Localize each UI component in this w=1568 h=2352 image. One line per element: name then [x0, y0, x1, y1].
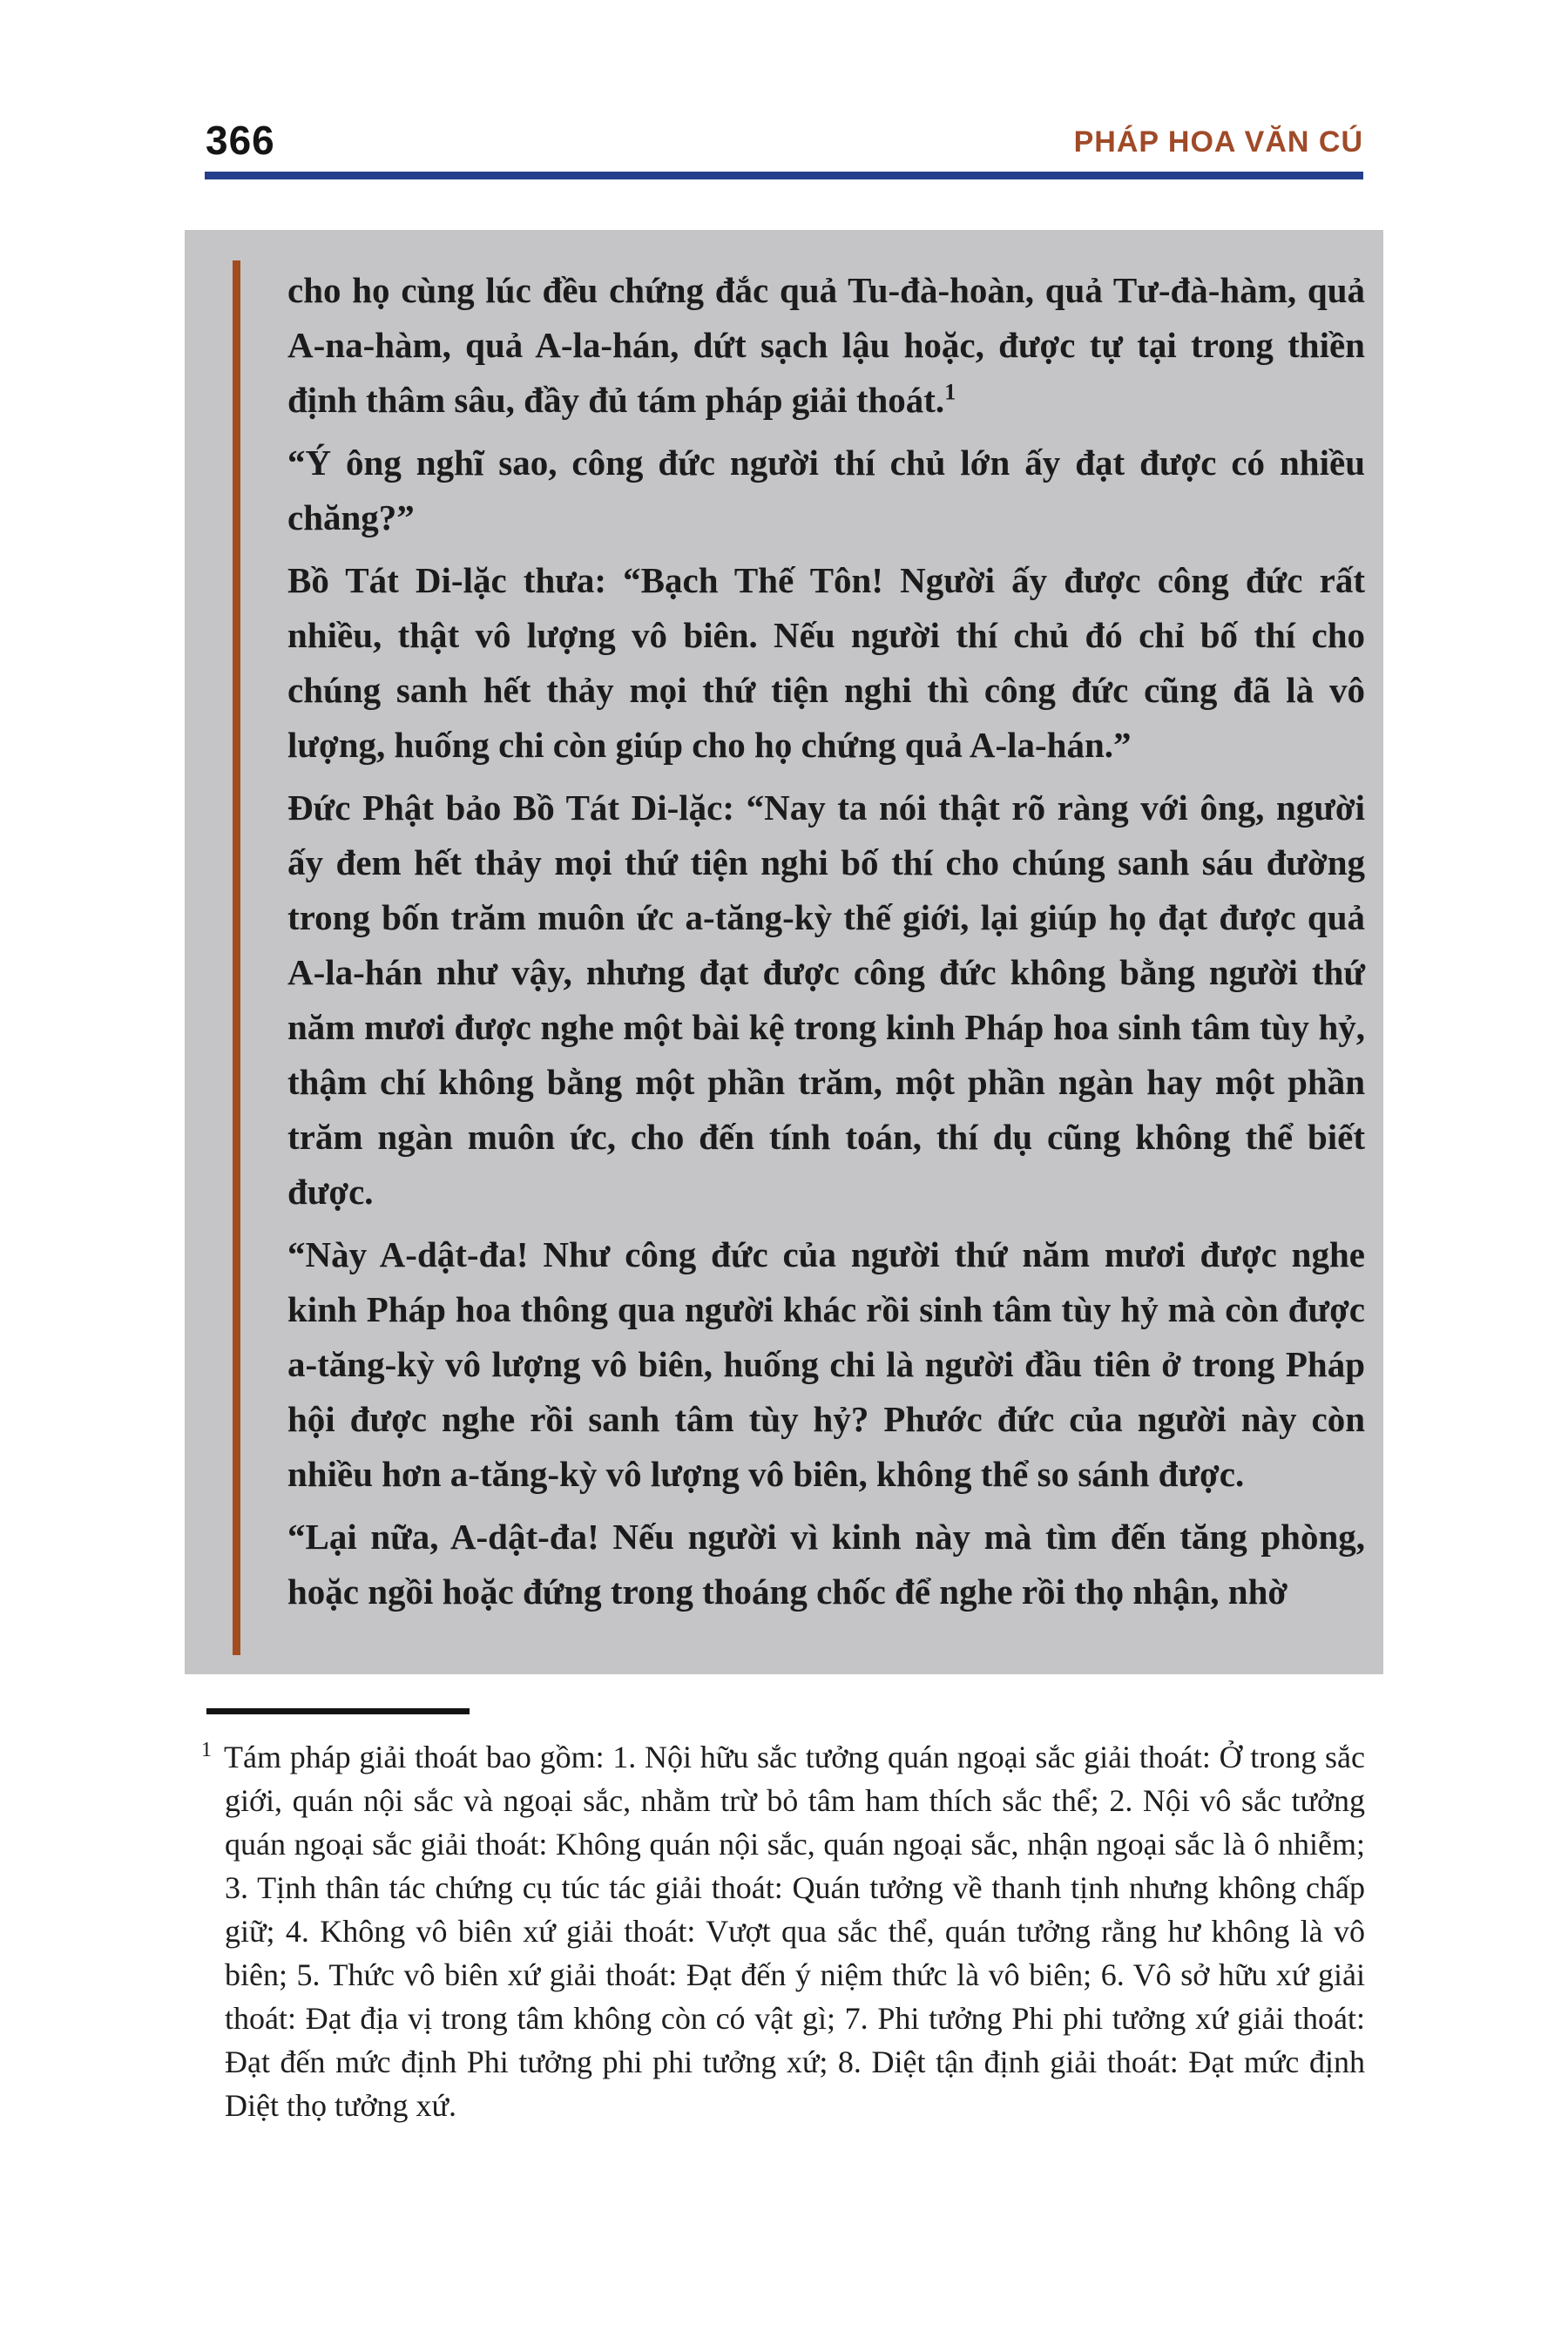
header-divider-rule — [205, 172, 1363, 179]
quote-accent-bar — [233, 260, 240, 1655]
paragraph: Bồ Tát Di-lặc thưa: “Bạch Thế Tôn! Người ấy được công đức rất nhiều, thật vô lượng vô biên. Nếu người thí chủ đó chỉ bố thí cho chúng sanh hết thảy mọi thứ tiện nghi thì công đức cũng đã là vô lượng, huống chi còn giúp cho họ chứng quả A-la-hán.” — [287, 560, 1365, 765]
footnote-reference-superscript: 1 — [944, 379, 956, 405]
paragraph — [287, 263, 1365, 428]
footnote — [201, 1735, 1365, 2127]
paragraph: “Lại nữa, A-dật-đa! Nếu người vì kinh này mà tìm đến tăng phòng, hoặc ngồi hoặc đứng trong thoáng chốc để nghe rồi thọ nhận, nhờ — [287, 1517, 1365, 1612]
footnote-marker: 1 — [201, 1739, 212, 1761]
passage-text — [287, 263, 1365, 1619]
paragraph: “Này A-dật-đa! Như công đức của người thứ năm mươi được nghe kinh Pháp hoa thông qua người khác rồi sinh tâm tùy hỷ mà còn được a-tăng-kỳ vô lượng vô biên, huống chi là người đầu tiên ở trong Pháp hội được nghe rồi sanh tâm tùy hỷ? Phước đức của người này còn nhiều hơn a-tăng-kỳ vô lượng vô biên, không thể so sánh được. — [287, 1234, 1365, 1494]
paragraph: Đức Phật bảo Bồ Tát Di-lặc: “Nay ta nói thật rõ ràng với ông, người ấy đem hết thảy mọi thứ tiện nghi bố thí cho chúng sanh sáu đường trong bốn trăm muôn ức a-tăng-kỳ thế giới, lại giúp họ đạt được quả A-la-hán như vậy, nhưng đạt được công đức không bằng người thứ năm mươi được nghe một bài kệ trong kinh Pháp hoa sinh tâm tùy hỷ, thậm chí không bằng một phần trăm, một phần ngàn hay một phần trăm ngàn muôn ức, cho đến tính toán, thí dụ cũng không thể biết được. — [287, 787, 1365, 1212]
footnote-separator-rule — [206, 1708, 470, 1714]
page-number: 366 — [206, 118, 275, 163]
footnote-text: Tám pháp giải thoát bao gồm: 1. Nội hữu sắc tưởng quán ngoại sắc giải thoát: Ở trong sắc giới, quán nội sắc và ngoại sắc, nhằm trừ bỏ tâm ham thích sắc thể; 2. Nội vô sắc tưởng quán ngoại sắc giải thoát: Không quán nội sắc, quán ngoại sắc, nhận ngoại sắc là ô nhiễm; 3. Tịnh thân tác chứng cụ túc tác giải thoát: Quán tưởng về thanh tịnh nhưng không chấp giữ; 4. Không vô biên xứ giải thoát: Vượt qua sắc thể, quán tưởng rằng hư không là vô biên; 5. Thức vô biên xứ giải thoát: Đạt đến ý niệm thức là vô biên; 6. Vô sở hữu xứ giải thoát: Đạt địa vị trong tâm không còn có vật gì; 7. Phi tưởng Phi phi tưởng xứ giải thoát: Đạt đến mức định Phi tưởng phi phi tưởng xứ; 8. Diệt tận định giải thoát: Đạt mức định Diệt thọ tưởng xứ. — [224, 1740, 1365, 2123]
paragraph: “Ý ông nghĩ sao, công đức người thí chủ lớn ấy đạt được có nhiều chăng?” — [287, 443, 1365, 537]
paragraph-text: cho họ cùng lúc đều chứng đắc quả Tu-đà-hoàn, quả Tư-đà-hàm, quả A-na-hàm, quả A-la-hán, dứt sạch lậu hoặc, được tự tại trong thiền định thâm sâu, đầy đủ tám pháp giải thoát. — [287, 270, 1365, 420]
quoted-passage-box — [185, 230, 1383, 1674]
running-head-title: PHÁP HOA VĂN CÚ — [1073, 125, 1363, 159]
